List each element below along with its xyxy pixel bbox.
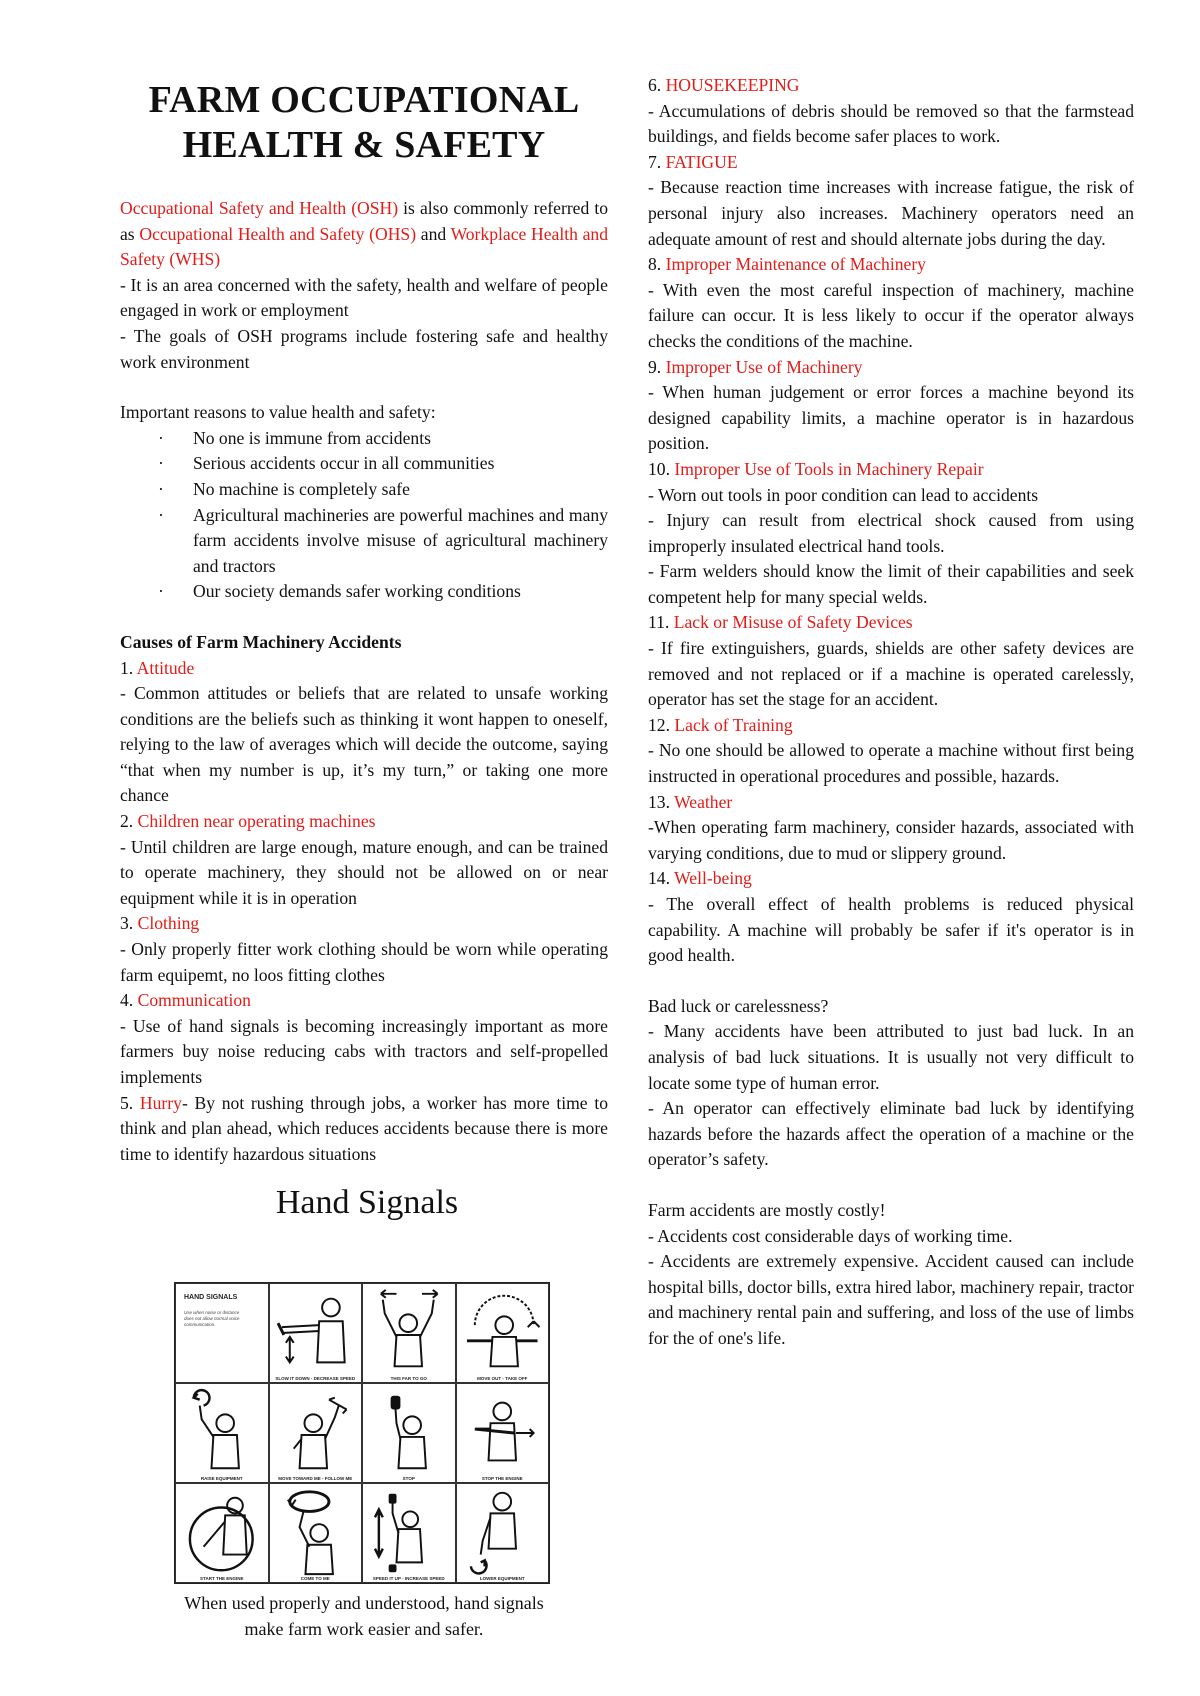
- lower-equipment-figure-icon: [457, 1484, 549, 1582]
- cause-item: [120, 809, 608, 911]
- title-line-1: FARM OCCUPATIONAL: [148, 79, 580, 121]
- cause-label: Improper Maintenance of Machinery: [665, 254, 926, 275]
- signal-stop-engine: [456, 1383, 550, 1483]
- signal-start-engine: [175, 1483, 269, 1583]
- list-item: · No machine is completely safe: [120, 477, 608, 503]
- cause-label: FATIGUE: [665, 151, 738, 172]
- cause-label: Lack of Training: [674, 714, 793, 735]
- stop-figure-icon: [363, 1384, 455, 1482]
- cause-label: Improper Use of Machinery: [665, 356, 863, 377]
- cause-item: [648, 790, 1134, 867]
- cause-number: 9.: [648, 356, 666, 377]
- signal-caption: THIS FAR TO GO: [390, 1376, 427, 1381]
- cause-description: - Injury can result from electrical shock caused from using improperly insulated electrical hand tools.: [648, 510, 1134, 556]
- cause-description: - Farm welders should know the limit of their capabilities and seek competent help for many special welds.: [648, 561, 1134, 607]
- cause-description: - Common attitudes or beliefs that are related to unsafe working conditions are the beliefs such as thinking it wont happen to oneself, relying to the law of averages which will decide the outcome, saying “that when my number is up, it’s my turn,” or taking one more chance: [120, 683, 608, 806]
- cause-label: Clothing: [137, 913, 200, 934]
- cause-number: 7.: [648, 151, 666, 172]
- list-item: · Our society demands safer working conditions: [120, 579, 608, 605]
- costly-point: - Accidents cost considerable days of working time.: [648, 1225, 1013, 1246]
- list-item: · No one is immune from accidents: [120, 426, 608, 452]
- cause-description: - No one should be allowed to operate a machine without first being instructed in operational procedures and possible, hazards.: [648, 740, 1134, 787]
- hand-signals-caption: [120, 1590, 608, 1642]
- cause-label: Improper Use of Tools in Machinery Repair: [674, 458, 984, 479]
- cause-label: Children near operating machines: [137, 811, 376, 832]
- signal-caption: STOP THE ENGINE: [481, 1476, 523, 1481]
- move-toward-figure-icon: [270, 1384, 362, 1482]
- cause-item: [648, 713, 1134, 790]
- cause-item: [648, 252, 1134, 354]
- cause-item: [648, 150, 1134, 252]
- cause-number: 11.: [648, 612, 674, 633]
- list-item: · Serious accidents occur in all communities: [120, 451, 608, 477]
- signal-caption: RAISE EQUIPMENT: [200, 1476, 243, 1481]
- osh-term: Occupational Safety and Health (OSH): [120, 198, 399, 218]
- cause-label: Well-being: [674, 868, 752, 889]
- cause-number: 6.: [648, 75, 666, 95]
- cause-item: [120, 988, 608, 1090]
- cause-number: 8.: [648, 254, 666, 275]
- cause-description: - When human judgement or error forces a machine beyond its designed capability limits, a machine operator is in hazardous position.: [648, 382, 1134, 454]
- cause-description: - Until children are large enough, mature enough, and can be trained to operate machinery, they should not be allowed on or near equipment while it is in operation: [120, 836, 608, 908]
- cause-number: 1.: [120, 657, 137, 678]
- start-engine-figure-icon: [176, 1484, 268, 1582]
- cause-item: [120, 911, 608, 988]
- intro-point-2: - The goals of OSH programs include fostering safe and healthy work environment: [120, 325, 608, 372]
- signal-come-to-me: [269, 1483, 363, 1583]
- intro-paragraph: [120, 196, 608, 273]
- cause-label: Lack or Misuse of Safety Devices: [673, 612, 913, 633]
- cause-number: 2.: [120, 811, 138, 832]
- cause-item: [648, 73, 1134, 150]
- cause-label: Attitude: [136, 657, 195, 678]
- cause-item: [648, 355, 1134, 457]
- cause-label: Weather: [674, 791, 733, 812]
- bad-luck-point: - Many accidents have been attributed to just bad luck. In an analysis of bad luck situations. It is usually not very difficult to locate some type of human error.: [648, 1021, 1134, 1093]
- raise-equipment-figure-icon: [176, 1384, 268, 1482]
- bad-luck-heading: Bad luck or carelessness?: [648, 995, 829, 1016]
- signal-caption: MOVE TOWARD ME - FOLLOW ME: [278, 1476, 353, 1481]
- whs-term: Workplace Health and Safety (WHS): [120, 223, 609, 270]
- stop-engine-figure-icon: [457, 1384, 549, 1482]
- signal-move-toward: [269, 1383, 363, 1483]
- signal-speed-up: [362, 1483, 456, 1583]
- intro-text: is also commonly referred to as: [120, 198, 609, 244]
- ohs-term: Occupational Health and Safety (OHS): [139, 223, 417, 244]
- cause-label: Hurry: [139, 1092, 182, 1113]
- hand-signals-header-cell: [175, 1283, 269, 1383]
- cause-description: -When operating farm machinery, consider hazards, associated with varying conditions, due to mud or slippery ground.: [648, 817, 1134, 863]
- caption-line: When used properly and understood, hand signals: [184, 1593, 544, 1613]
- cause-number: 13.: [648, 791, 675, 812]
- cause-description: - If fire extinguishers, guards, shields are other safety devices are removed and not replaced or if a machine is operated carelessly, operator has set the stage for an accident.: [648, 638, 1134, 710]
- list-item: · Agricultural machineries are powerful machines and many farm accidents involve misuse of agricultural machinery and tractors: [120, 503, 608, 580]
- cause-label: HOUSEKEEPING: [665, 75, 800, 95]
- cause-description: - Because reaction time increases with increase fatigue, the risk of personal injury also increases. Machinery operators need an adequate amount of rest and should alternate jobs during the day.: [648, 177, 1134, 249]
- signal-move-out: [456, 1283, 550, 1383]
- come-to-me-figure-icon: [270, 1484, 362, 1582]
- reasons-list: [120, 426, 608, 605]
- hand-signals-chart-note: Use when noise or distance does not allow normal voice communication.: [184, 1310, 240, 1327]
- signal-caption: MOVE OUT - TAKE OFF: [477, 1376, 528, 1381]
- costly-heading: Farm accidents are mostly costly!: [648, 1199, 886, 1220]
- signal-slow-down: [269, 1283, 363, 1383]
- hand-signals-chart-heading: HAND SIGNALS: [184, 1294, 238, 1301]
- cause-description: - The overall effect of health problems is reduced physical capability. A machine will probably be safer if it's operator is in good health.: [648, 894, 1134, 966]
- bad-luck-point: - An operator can effectively eliminate bad luck by identifying hazards before the hazards affect the operation of a machine or the operator’s safety.: [648, 1098, 1134, 1170]
- move-out-figure-icon: [457, 1284, 549, 1382]
- cause-item: [648, 457, 1134, 611]
- cause-number: 3.: [120, 913, 138, 934]
- signal-caption: LOWER EQUIPMENT: [479, 1576, 525, 1581]
- reasons-heading: Important reasons to value health and safety:: [120, 402, 436, 423]
- cause-description: - By not rushing through jobs, a worker has more time to think and plan ahead, which reduces accidents because there is more time to identify hazardous situations: [120, 1092, 609, 1164]
- signal-caption: COME TO ME: [300, 1576, 330, 1581]
- cause-item: [648, 866, 1134, 968]
- signal-caption: SPEED IT UP - INCREASE SPEED: [372, 1576, 445, 1581]
- cause-description: - Only properly fitter work clothing should be worn while operating farm equipemt, no loos fitting clothes: [120, 939, 608, 985]
- caption-line: make farm work easier and safer.: [244, 1619, 484, 1639]
- intro-and: and: [416, 223, 451, 244]
- cause-description: - With even the most careful inspection of machinery, machine failure can occur. It is less likely to occur if the operator always checks the conditions of the machine.: [648, 279, 1134, 351]
- cause-item: [120, 656, 608, 810]
- this-far-figure-icon: [363, 1284, 455, 1382]
- slow-down-figure-icon: [270, 1284, 362, 1382]
- cause-label: Communication: [137, 990, 251, 1011]
- cause-number: 10.: [648, 458, 675, 479]
- intro-point-1: - It is an area concerned with the safety, health and welfare of people engaged in work or employment: [120, 274, 608, 321]
- hand-signals-title: Hand Signals: [275, 1184, 459, 1222]
- page-title: [120, 78, 608, 168]
- causes-heading: Causes of Farm Machinery Accidents: [120, 631, 402, 652]
- speed-up-figure-icon: [363, 1484, 455, 1582]
- signal-caption: START THE ENGINE: [200, 1576, 244, 1581]
- cause-description: - Worn out tools in poor condition can lead to accidents: [648, 484, 1039, 505]
- signal-stop: [362, 1383, 456, 1483]
- signal-caption: SLOW IT DOWN - DECREASE SPEED: [275, 1376, 356, 1381]
- signal-caption: STOP: [402, 1476, 415, 1481]
- cause-number: 4.: [120, 990, 138, 1011]
- cause-number: 5.: [120, 1092, 140, 1113]
- title-line-2: HEALTH & SAFETY: [182, 124, 546, 166]
- signal-lower-equipment: [456, 1483, 550, 1583]
- cause-number: 14.: [648, 868, 675, 889]
- cause-description: - Accumulations of debris should be removed so that the farmstead buildings, and fields become safer places to work.: [648, 100, 1134, 147]
- signal-this-far: [362, 1283, 456, 1383]
- left-column: [120, 0, 608, 1241]
- signal-raise-equipment: [175, 1383, 269, 1483]
- cause-item: [648, 610, 1134, 712]
- cause-description: - Use of hand signals is becoming increasingly important as more farmers buy noise reducing cabs with tractors and self-propelled implements: [120, 1015, 608, 1087]
- cause-number: 12.: [648, 714, 675, 735]
- hand-signals-chart: [174, 1282, 550, 1584]
- right-column: [648, 73, 1134, 1352]
- costly-point: - Accidents are extremely expensive. Accident caused can include hospital bills, doctor bills, extra hired labor, machinery repair, tractor and machinery rental pain and suffering, and loss of the use of limbs for the of one's life.: [648, 1251, 1134, 1348]
- cause-item: [120, 1091, 608, 1168]
